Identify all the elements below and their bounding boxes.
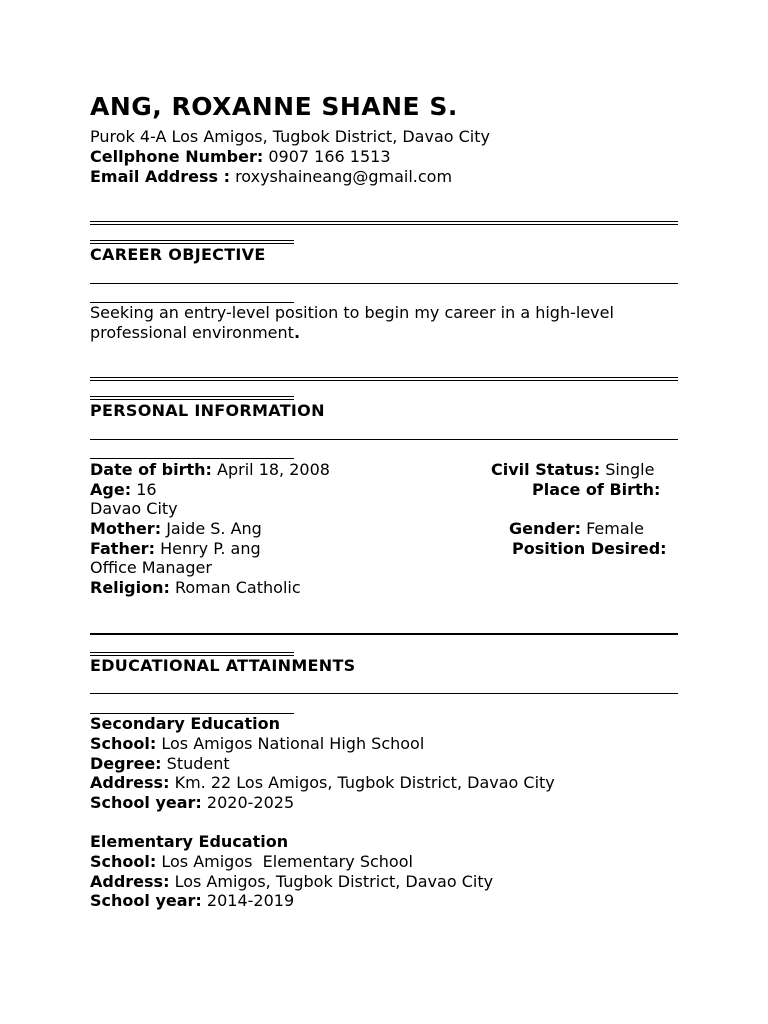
email-line: [90, 167, 452, 187]
phone-value: 0907 166 1513: [268, 147, 391, 166]
age-line: [90, 480, 157, 500]
divider-short: [90, 240, 294, 244]
elementary-school-label: School:: [90, 852, 157, 871]
father-label: Father:: [90, 539, 155, 558]
elementary-address-label: Address:: [90, 872, 170, 891]
secondary-degree-label: Degree:: [90, 754, 162, 773]
divider: [90, 221, 678, 225]
divider: [90, 693, 678, 694]
elementary-year-value: 2014-2019: [206, 891, 295, 910]
dob-label: Date of birth:: [90, 460, 212, 479]
career-objective-heading: CAREER OBJECTIVE: [90, 245, 266, 264]
elementary-year-label: School year:: [90, 891, 202, 910]
dob-value: April 18, 2008: [217, 460, 330, 479]
secondary-year-label: School year:: [90, 793, 202, 812]
applicant-address: Purok 4-A Los Amigos, Tugbok District, Davao City: [90, 127, 490, 146]
elementary-school-line: [90, 852, 413, 872]
mother-line: [90, 519, 262, 539]
divider: [90, 633, 678, 635]
religion-value: Roman Catholic: [174, 578, 301, 597]
secondary-education-title: Secondary Education: [90, 714, 280, 733]
age-value: 16: [136, 480, 157, 499]
secondary-address-label: Address:: [90, 773, 170, 792]
father-value: Henry P. ang: [160, 539, 261, 558]
career-objective-body: Seeking an entry-level position to begin my career in a high-level professional environment: [90, 303, 614, 342]
secondary-address-line: [90, 773, 555, 793]
gender-label: Gender:: [509, 519, 581, 538]
elementary-year-line: [90, 891, 294, 911]
civil-status-line: [491, 460, 654, 480]
secondary-year-line: [90, 793, 294, 813]
elementary-school-value: Los Amigos Elementary School: [161, 852, 413, 871]
email-label: Email Address :: [90, 167, 230, 186]
civil-status-label: Civil Status:: [491, 460, 601, 479]
father-line: [90, 539, 261, 559]
place-of-birth-value: Davao City: [90, 499, 178, 518]
secondary-school-line: [90, 734, 424, 754]
secondary-degree-value: Student: [166, 754, 230, 773]
dob-line: [90, 460, 330, 480]
elementary-address-value: Los Amigos, Tugbok District, Davao City: [174, 872, 494, 891]
civil-status-value: Single: [605, 460, 655, 479]
divider-short: [90, 458, 294, 459]
position-desired-label: Position Desired:: [512, 539, 667, 558]
secondary-school-label: School:: [90, 734, 157, 753]
secondary-address-value: Km. 22 Los Amigos, Tugbok District, Davao City: [174, 773, 555, 792]
career-objective-text: [90, 303, 650, 343]
divider: [90, 377, 678, 381]
elementary-education-title: Elementary Education: [90, 832, 289, 851]
secondary-year-value: 2020-2025: [206, 793, 295, 812]
gender-line: [509, 519, 644, 539]
educational-attainments-heading: EDUCATIONAL ATTAINMENTS: [90, 656, 356, 675]
personal-information-heading: PERSONAL INFORMATION: [90, 401, 325, 420]
gender-value: Female: [586, 519, 644, 538]
mother-value: Jaide S. Ang: [166, 519, 262, 538]
divider: [90, 439, 678, 440]
email-value: roxyshaineang@gmail.com: [235, 167, 453, 186]
phone-label: Cellphone Number:: [90, 147, 264, 166]
applicant-name: ANG, ROXANNE SHANE S.: [90, 92, 458, 121]
religion-label: Religion:: [90, 578, 170, 597]
secondary-school-value: Los Amigos National High School: [161, 734, 425, 753]
secondary-degree-line: [90, 754, 230, 774]
mother-label: Mother:: [90, 519, 162, 538]
phone-line: [90, 147, 391, 167]
age-label: Age:: [90, 480, 132, 499]
position-desired-value: Office Manager: [90, 558, 212, 577]
career-objective-period: .: [293, 323, 301, 342]
elementary-address-line: [90, 872, 493, 892]
place-of-birth-label: Place of Birth:: [532, 480, 661, 499]
religion-line: [90, 578, 301, 598]
divider-short: [90, 396, 294, 400]
divider: [90, 283, 678, 284]
